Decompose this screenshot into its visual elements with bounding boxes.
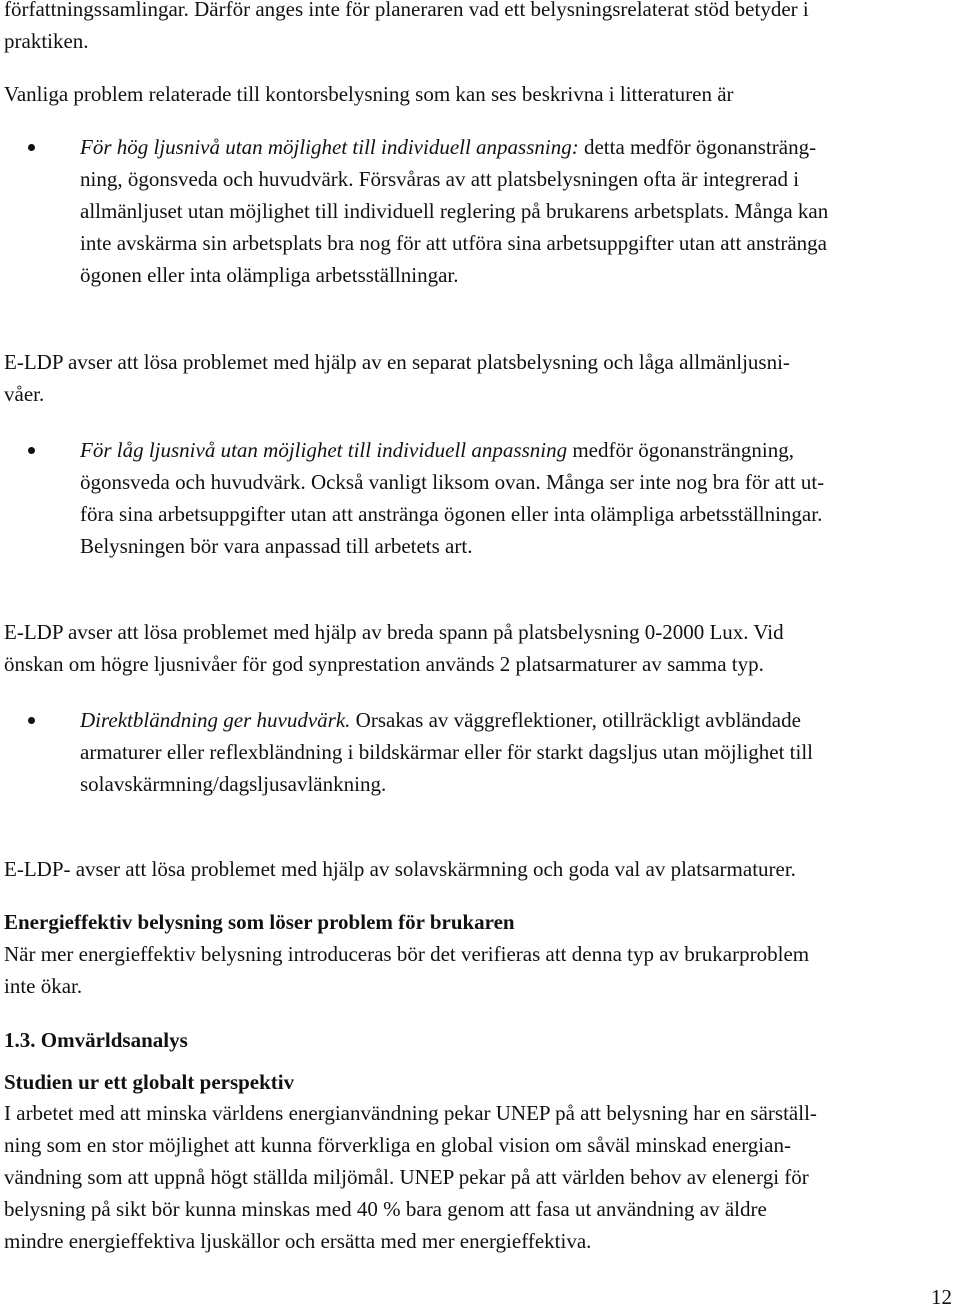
bullet-lead: För hög ljusnivå utan möjlighet till individuell anpassning:	[80, 135, 579, 159]
page-number: 12	[931, 1285, 952, 1309]
eldp-paragraph-1: E-LDP avser att lösa problemet med hjälp av en separat platsbelysning och låga allmänljusni- våer.	[4, 350, 790, 406]
bullet-icon	[28, 717, 35, 724]
bullet-icon	[28, 144, 35, 151]
energy-paragraph: När mer energieffektiv belysning introduceras bör det verifieras att denna typ av brukarproblem inte ökar.	[4, 942, 810, 998]
bullet-icon	[28, 447, 35, 454]
bullet-lead: Direktbländning ger huvudvärk.	[80, 708, 351, 732]
global-paragraph: I arbetet med att minska världens energianvändning pekar UNEP på att belysning har en särställ- ning som en stor möjlighet att kunna förverkliga en global vision om såväl minskad energian- vändning som att uppnå högt ställda miljömål. UNEP pekar på att världen behov av elenergi för belysning på sikt bör kunna minskas med 40 % bara genom att fasa ut användning av äldre mindre energieffektiva ljuskällor och ersätta med mer energieffektiva.	[4, 1101, 817, 1253]
energy-heading: Energieffektiv belysning som löser problem för brukaren	[4, 910, 515, 934]
section-heading: 1.3. Omvärldsanalys	[4, 1028, 188, 1052]
bullet-text: För låg ljusnivå utan möjlighet till individuell anpassning medför ögonansträngning, ögonsveda och huvudvärk. Också vanligt liksom ovan. Många ser inte nog bra för att ut- föra sina arbetsuppgifter utan att anstränga ögonen eller inta olämpliga arbetsställningar. Belysningen bör vara anpassad till arbetets art.	[80, 438, 825, 558]
intro-tail-paragraph	[4, 0, 954, 57]
intro-tail-line-1: författningssamlingar. Därför anges inte för planeraren vad ett belysningsrelaterat stöd betyder i	[4, 0, 809, 21]
bullet-text: Direktbländning ger huvudvärk. Orsakas av väggreflektioner, otillräckligt avbländade armaturer eller reflexbländning i bildskärmar eller för starkt dagsljus utan möjlighet till solavskärmning/dagsljusavlänkning.	[80, 708, 814, 796]
eldp-paragraph-3: E-LDP- avser att lösa problemet med hjälp av solavskärmning och goda val av platsarmaturer.	[4, 857, 796, 881]
problems-intro: Vanliga problem relaterade till kontorsbelysning som kan ses beskrivna i litteraturen är	[4, 82, 734, 106]
global-heading: Studien ur ett globalt perspektiv	[4, 1070, 295, 1094]
eldp-paragraph-2: E-LDP avser att lösa problemet med hjälp av breda spann på platsbelysning 0-2000 Lux. Vid önskan om högre ljusnivåer för god synprestation används 2 platsarmaturer av samma typ.	[4, 620, 784, 676]
bullet-text: För hög ljusnivå utan möjlighet till individuell anpassning: detta medför ögonansträng- ning, ögonsveda och huvudvärk. Försvåras av att platsbelysningen ofta är integrerad i allmänljuset utan möjlighet till individuell reglering på brukarens arbetsplats. Många kan inte avskärma sin arbetsplats bra nog för att utföra sina arbetsuppgifter utan att anstränga ögonen eller inta olämpliga arbetsställningar.	[80, 135, 829, 287]
bullet-lead: För låg ljusnivå utan möjlighet till individuell anpassning	[80, 438, 568, 462]
intro-tail-line-2: praktiken.	[4, 29, 89, 53]
